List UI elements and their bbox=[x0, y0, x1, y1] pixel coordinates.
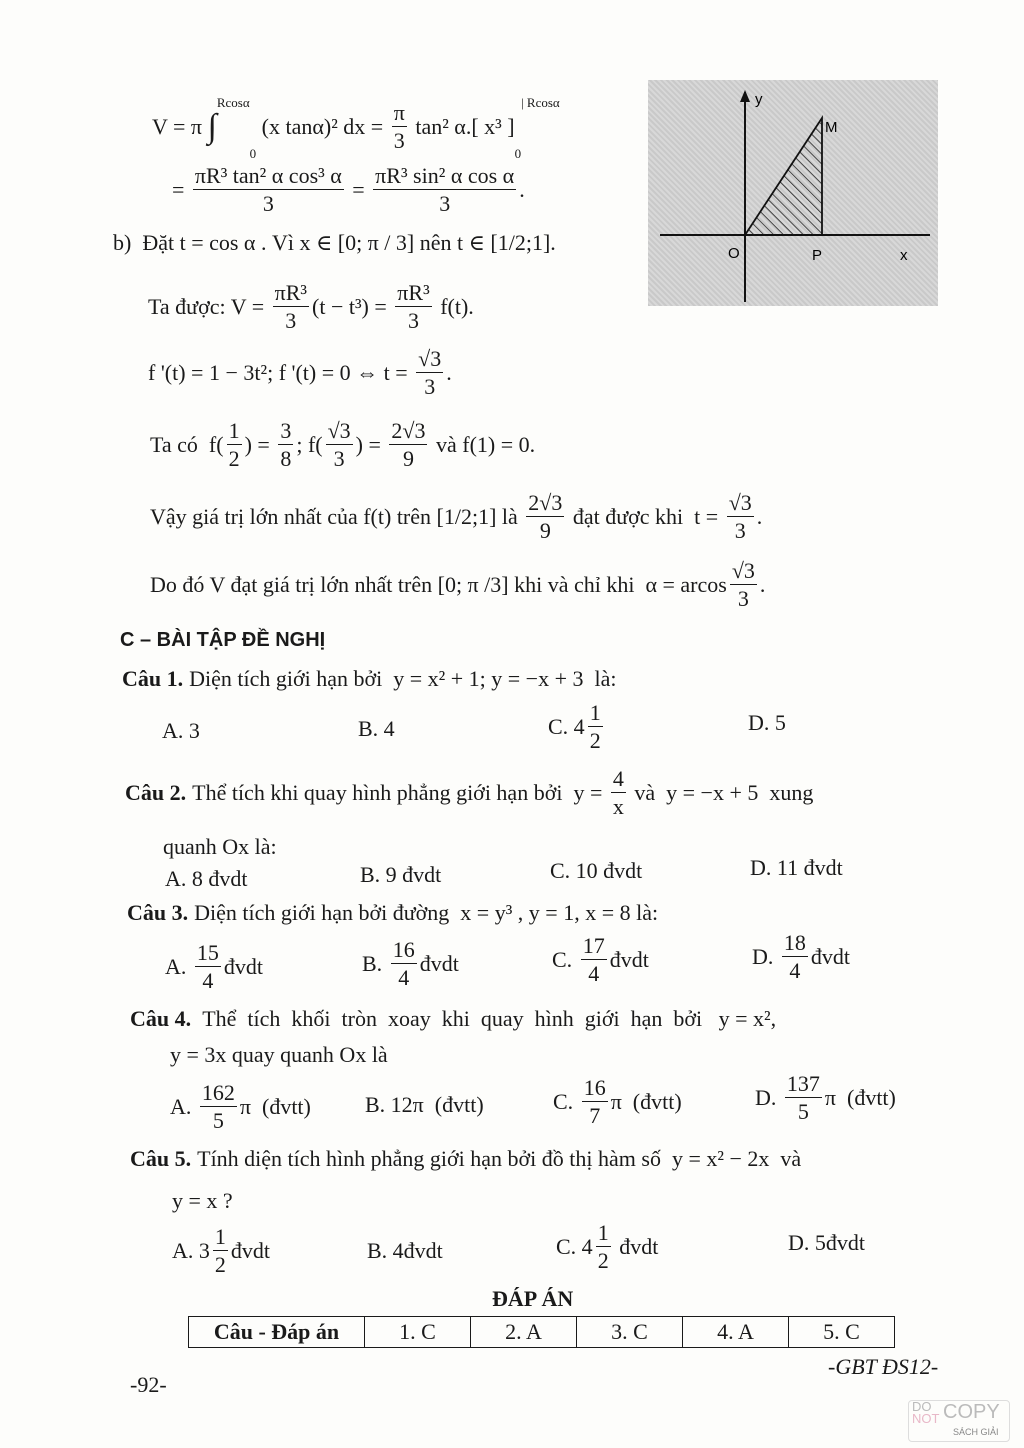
answer-cell: 3. C bbox=[577, 1317, 683, 1348]
numerator: 3 bbox=[280, 418, 292, 443]
watermark-brand: SÁCH GIẢI bbox=[953, 1427, 999, 1437]
text: C. bbox=[552, 947, 578, 972]
text: đvdt bbox=[223, 954, 264, 979]
text: π (đvtt) bbox=[824, 1085, 896, 1110]
superscript: Rcosα bbox=[216, 95, 250, 110]
denominator: 3 bbox=[393, 128, 405, 153]
text-line-q5b bbox=[367, 1240, 443, 1262]
numerator: πR³ bbox=[274, 280, 307, 305]
triangle-graph bbox=[648, 80, 938, 306]
answer-cell: 1. C bbox=[365, 1317, 471, 1348]
denominator: 9 bbox=[402, 446, 414, 471]
text-line-q3c bbox=[552, 935, 649, 985]
text-line-q1a bbox=[162, 720, 200, 742]
fraction bbox=[195, 942, 221, 992]
text: quanh Ox là: bbox=[163, 834, 277, 859]
text: Diện tích giới hạn bởi đường x = y³ , y = 1, x = 8 là: bbox=[194, 900, 659, 925]
text: y = 3x quay quanh Ox là bbox=[170, 1042, 388, 1067]
text-line-q4c bbox=[553, 1077, 682, 1127]
fraction bbox=[373, 165, 516, 215]
text: C. bbox=[553, 1089, 579, 1114]
text-line-q5d bbox=[788, 1232, 865, 1254]
fraction bbox=[526, 492, 564, 542]
text-line-q2d bbox=[750, 857, 843, 879]
fraction bbox=[227, 420, 242, 470]
text: -92- bbox=[130, 1372, 167, 1397]
numerator: 2√3 bbox=[528, 490, 563, 515]
text: (x tanα)² dx = bbox=[256, 114, 389, 139]
denominator: 2 bbox=[214, 1252, 226, 1277]
text-line-q2l2 bbox=[163, 836, 277, 858]
x-label: x bbox=[900, 247, 908, 264]
text-line-l7 bbox=[150, 492, 762, 542]
numerator: √3 bbox=[327, 418, 351, 443]
m-label: M bbox=[825, 119, 838, 136]
denominator: 4 bbox=[588, 961, 600, 986]
fraction bbox=[785, 1073, 822, 1123]
integral-sign: ∫ bbox=[207, 108, 217, 145]
text: ; f( bbox=[296, 432, 323, 457]
text-line-heading bbox=[120, 630, 325, 650]
question-label: Câu 1. bbox=[122, 666, 184, 691]
fraction bbox=[416, 348, 443, 398]
text: D. 5 bbox=[748, 710, 786, 735]
fraction bbox=[782, 932, 808, 982]
text-line-q3b bbox=[362, 939, 459, 989]
watermark-do: DO bbox=[912, 1399, 932, 1414]
answer-cell: 4. A bbox=[683, 1317, 789, 1348]
text: y = x ? bbox=[172, 1188, 233, 1213]
superscript: | Rcosα bbox=[521, 95, 560, 110]
numerator: 1 bbox=[228, 418, 240, 443]
text: ĐÁP ÁN bbox=[492, 1286, 574, 1311]
text-line-q2b bbox=[360, 864, 441, 886]
watermark-copy: COPY bbox=[943, 1401, 1000, 1423]
text: Do đó V đạt giá trị lớn nhất trên [0; π /3] khi và chỉ khi α = arcos bbox=[150, 572, 727, 597]
text: B. 4đvdt bbox=[367, 1238, 443, 1263]
text: (t − t³) = bbox=[312, 294, 393, 319]
text-line-q1c bbox=[548, 702, 606, 752]
denominator: 2 bbox=[228, 446, 240, 471]
text: và f(1) = 0. bbox=[430, 432, 536, 457]
text: đạt được khi t = bbox=[567, 504, 724, 529]
fraction bbox=[588, 702, 603, 752]
graph-svg bbox=[648, 80, 938, 306]
text-line-l6 bbox=[150, 420, 535, 470]
numerator: 2√3 bbox=[391, 418, 426, 443]
answer-table bbox=[188, 1316, 895, 1348]
denominator: 3 bbox=[734, 518, 746, 543]
text: C. 4 bbox=[556, 1234, 593, 1259]
text: = bbox=[172, 177, 190, 202]
fraction bbox=[392, 102, 407, 152]
text: . bbox=[519, 177, 525, 202]
text-line-q4a bbox=[170, 1082, 311, 1132]
text: đvdt bbox=[810, 944, 851, 969]
text-line-q2 bbox=[125, 768, 813, 818]
text: ) = bbox=[244, 432, 276, 457]
denominator: 2 bbox=[597, 1248, 609, 1273]
text: f(t). bbox=[434, 294, 474, 319]
text-line-l5 bbox=[148, 348, 452, 398]
subscript: 0 bbox=[249, 146, 257, 161]
denominator: 4 bbox=[398, 965, 410, 990]
text: đvdt bbox=[613, 1234, 659, 1259]
text: Thể tích khi quay hình phẳng giới hạn bởi y = bbox=[192, 780, 608, 805]
text-line-q5l2 bbox=[172, 1190, 233, 1212]
numerator: πR³ tan² α cos³ α bbox=[194, 163, 342, 188]
denominator: 3 bbox=[439, 191, 451, 216]
text-line-l3 bbox=[113, 232, 556, 254]
text: π (đvtt) bbox=[610, 1089, 682, 1114]
denominator: 5 bbox=[212, 1108, 224, 1133]
answer-cell: 5. C bbox=[789, 1317, 895, 1348]
text: b) Đặt t = cos α . Vì x ∈ [0; π / 3] nên t ∈ [1/2;1]. bbox=[113, 230, 556, 255]
numerator: 16 bbox=[583, 1075, 606, 1100]
denominator: 8 bbox=[280, 446, 292, 471]
text: đvdt bbox=[609, 947, 649, 972]
text-line-q2a bbox=[165, 868, 248, 890]
denominator: 2 bbox=[589, 728, 601, 753]
text: C – BÀI TẬP ĐỀ NGHỊ bbox=[120, 629, 326, 651]
fraction bbox=[391, 939, 417, 989]
text: D. bbox=[755, 1085, 782, 1110]
denominator: 5 bbox=[797, 1099, 809, 1124]
text: D. 11 đvdt bbox=[750, 855, 843, 880]
text: π (đvtt) bbox=[239, 1094, 311, 1119]
text-line-page_number bbox=[130, 1374, 167, 1396]
answer-cell: 2. A bbox=[471, 1317, 577, 1348]
numerator: 137 bbox=[786, 1071, 820, 1096]
numerator: πR³ sin² α cos α bbox=[375, 163, 515, 188]
denominator: 3 bbox=[737, 586, 749, 611]
text: ) = bbox=[355, 432, 387, 457]
fraction bbox=[582, 1077, 608, 1127]
text: V = π bbox=[152, 114, 208, 139]
hatched-triangle bbox=[745, 118, 822, 235]
y-arrow-icon bbox=[740, 90, 750, 102]
fraction bbox=[326, 420, 353, 470]
text: C. 4 bbox=[548, 714, 585, 739]
denominator: x bbox=[612, 794, 624, 819]
text-line-q4b bbox=[365, 1094, 484, 1116]
numerator: √3 bbox=[731, 558, 755, 583]
numerator: π bbox=[393, 100, 405, 125]
numerator: 15 bbox=[196, 940, 219, 965]
text: Thể tích khối tròn xoay khi quay hình giới hạn bởi y = x², bbox=[197, 1006, 777, 1031]
text-line-l2 bbox=[172, 165, 525, 215]
fraction bbox=[200, 1082, 237, 1132]
fraction bbox=[193, 165, 344, 215]
question-label: Câu 2. bbox=[125, 780, 187, 805]
text: B. 4 bbox=[358, 716, 395, 741]
denominator: 7 bbox=[589, 1103, 601, 1128]
text-line-l1 bbox=[152, 95, 560, 161]
denominator: 4 bbox=[202, 968, 214, 993]
fraction bbox=[727, 492, 754, 542]
numerator: √3 bbox=[418, 346, 442, 371]
subscript: 0 bbox=[514, 146, 522, 161]
numerator: 16 bbox=[392, 937, 415, 962]
fraction bbox=[278, 420, 293, 470]
text-line-q3a bbox=[165, 942, 263, 992]
text: và y = −x + 5 xung bbox=[628, 780, 814, 805]
fraction bbox=[395, 282, 431, 332]
fraction bbox=[581, 935, 607, 985]
fraction bbox=[730, 560, 757, 610]
watermark-not: NOT bbox=[912, 1411, 940, 1426]
text-line-q1b bbox=[358, 718, 395, 740]
text-line-q5c bbox=[556, 1222, 658, 1272]
denominator: 3 bbox=[333, 446, 345, 471]
question-label: Câu 5. bbox=[130, 1146, 192, 1171]
numerator: 1 bbox=[214, 1224, 226, 1249]
text-line-q1d bbox=[748, 712, 786, 734]
denominator: 9 bbox=[539, 518, 551, 543]
denominator: 3 bbox=[407, 308, 419, 333]
numerator: √3 bbox=[728, 490, 752, 515]
origin-label: O bbox=[728, 245, 740, 262]
numerator: 1 bbox=[589, 700, 601, 725]
text-line-q1 bbox=[122, 668, 616, 690]
text: -GBT ĐS12- bbox=[828, 1354, 939, 1379]
text: A. bbox=[165, 954, 192, 979]
text: tan² α.[ x³ ] bbox=[409, 114, 515, 139]
text-line-l4 bbox=[148, 282, 474, 332]
text: B. 9 đvdt bbox=[360, 862, 442, 887]
numerator: 4 bbox=[612, 766, 624, 791]
text-line-q3d bbox=[752, 932, 850, 982]
fraction bbox=[273, 282, 309, 332]
text: Diện tích giới hạn bởi y = x² + 1; y = −x + 3 là: bbox=[189, 666, 617, 691]
text: Tính diện tích hình phẳng giới hạn bởi đồ thị hàm số y = x² − 2x và bbox=[197, 1146, 802, 1171]
numerator: 162 bbox=[201, 1080, 235, 1105]
text: A. 8 đvdt bbox=[165, 866, 248, 891]
text: A. 3 bbox=[162, 718, 200, 743]
question-label: Câu 3. bbox=[127, 900, 189, 925]
fraction bbox=[213, 1226, 228, 1276]
text: D. 5đvdt bbox=[788, 1230, 865, 1255]
fraction bbox=[596, 1222, 611, 1272]
numerator: 18 bbox=[783, 930, 806, 955]
text: = bbox=[346, 177, 371, 202]
text-line-answers_title bbox=[492, 1288, 573, 1310]
text-line-l8 bbox=[150, 560, 765, 610]
question-label: Câu 4. bbox=[130, 1006, 192, 1031]
text: B. bbox=[362, 951, 388, 976]
text: . bbox=[446, 360, 452, 385]
denominator: 4 bbox=[789, 958, 801, 983]
fraction bbox=[389, 420, 427, 470]
denominator: 3 bbox=[424, 374, 436, 399]
text: đvdt bbox=[230, 1238, 271, 1263]
p-label: P bbox=[812, 247, 823, 264]
text-line-book_code bbox=[828, 1356, 938, 1378]
denominator: 3 bbox=[262, 191, 274, 216]
text: A. 3 bbox=[172, 1238, 210, 1263]
text-line-q3 bbox=[127, 902, 658, 924]
text-line-q4d bbox=[755, 1073, 896, 1123]
text-line-q2c bbox=[550, 860, 642, 882]
text: Ta được: V = bbox=[148, 294, 270, 319]
text: D. bbox=[752, 944, 779, 969]
text: f '(t) = 1 − 3t²; f '(t) = 0 ⇔ t = bbox=[148, 360, 414, 385]
text-line-q5 bbox=[130, 1148, 801, 1170]
text: . bbox=[759, 572, 766, 597]
numerator: πR³ bbox=[397, 280, 430, 305]
numerator: 17 bbox=[582, 933, 605, 958]
text: đvdt bbox=[419, 951, 459, 976]
text: Ta có f( bbox=[150, 432, 224, 457]
watermark-logo bbox=[908, 1400, 1010, 1442]
text: Vậy giá trị lớn nhất của f(t) trên [1/2;1] là bbox=[150, 504, 524, 529]
text: A. bbox=[170, 1094, 197, 1119]
text-line-q4 bbox=[130, 1008, 776, 1030]
text-line-q5a bbox=[172, 1226, 270, 1276]
text-line-q4l2 bbox=[170, 1044, 388, 1066]
text: . bbox=[756, 504, 763, 529]
text: C. 10 đvdt bbox=[550, 858, 643, 883]
fraction bbox=[611, 768, 626, 818]
denominator: 3 bbox=[285, 308, 297, 333]
numerator: 1 bbox=[597, 1220, 609, 1245]
y-label: y bbox=[755, 91, 763, 108]
text: B. 12π (đvtt) bbox=[365, 1092, 484, 1117]
answer-table-header: Câu - Đáp án bbox=[189, 1317, 365, 1348]
